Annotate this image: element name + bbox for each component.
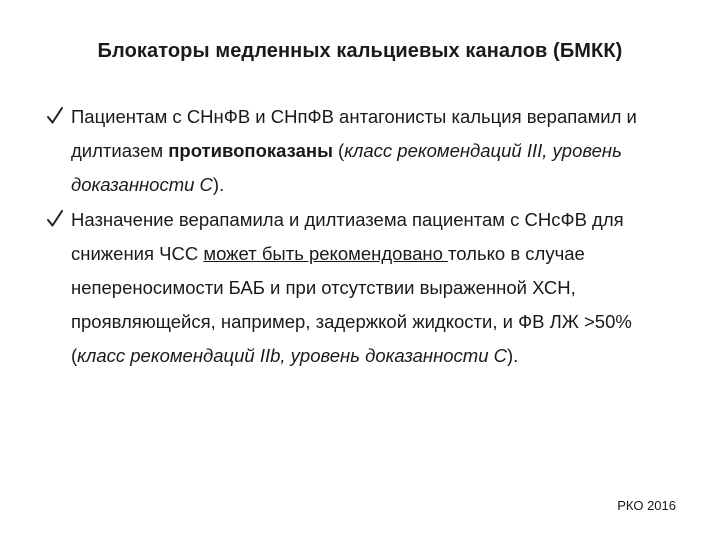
- bullet-item: [46, 100, 686, 202]
- bullet-text: Пациентам с СНнФВ и СНпФВ антагонисты кальция верапамил и дилтиазем противопоказаны (класс рекомендаций III, уровень доказанности С).: [71, 106, 637, 195]
- bullet-item: [46, 203, 686, 373]
- bullet-text: Назначение верапамила и дилтиазема пациентам с СНсФВ для снижения ЧСС может быть рекомендовано только в случае непереносимости БАБ и при отсутствии выраженной ХСН, проявляющейся, например, задержкой жидкости, и ФВ ЛЖ >50% (класс рекомендаций IIb, уровень доказанности С).: [71, 209, 632, 366]
- checkmark-icon: [46, 100, 64, 134]
- checkmark-icon: [46, 203, 64, 237]
- emphasis-contraindicated: противопоказаны: [168, 140, 333, 161]
- footer-source: РКО 2016: [617, 498, 676, 513]
- recommendation-class: класс рекомендаций IIb, уровень доказанности С: [77, 345, 508, 366]
- emphasis-may-be-recommended: может быть рекомендовано: [203, 243, 449, 264]
- slide-title: Блокаторы медленных кальциевых каналов (БМКК): [97, 40, 623, 62]
- recommendation-class: класс рекомендаций III, уровень доказанности С: [71, 140, 622, 195]
